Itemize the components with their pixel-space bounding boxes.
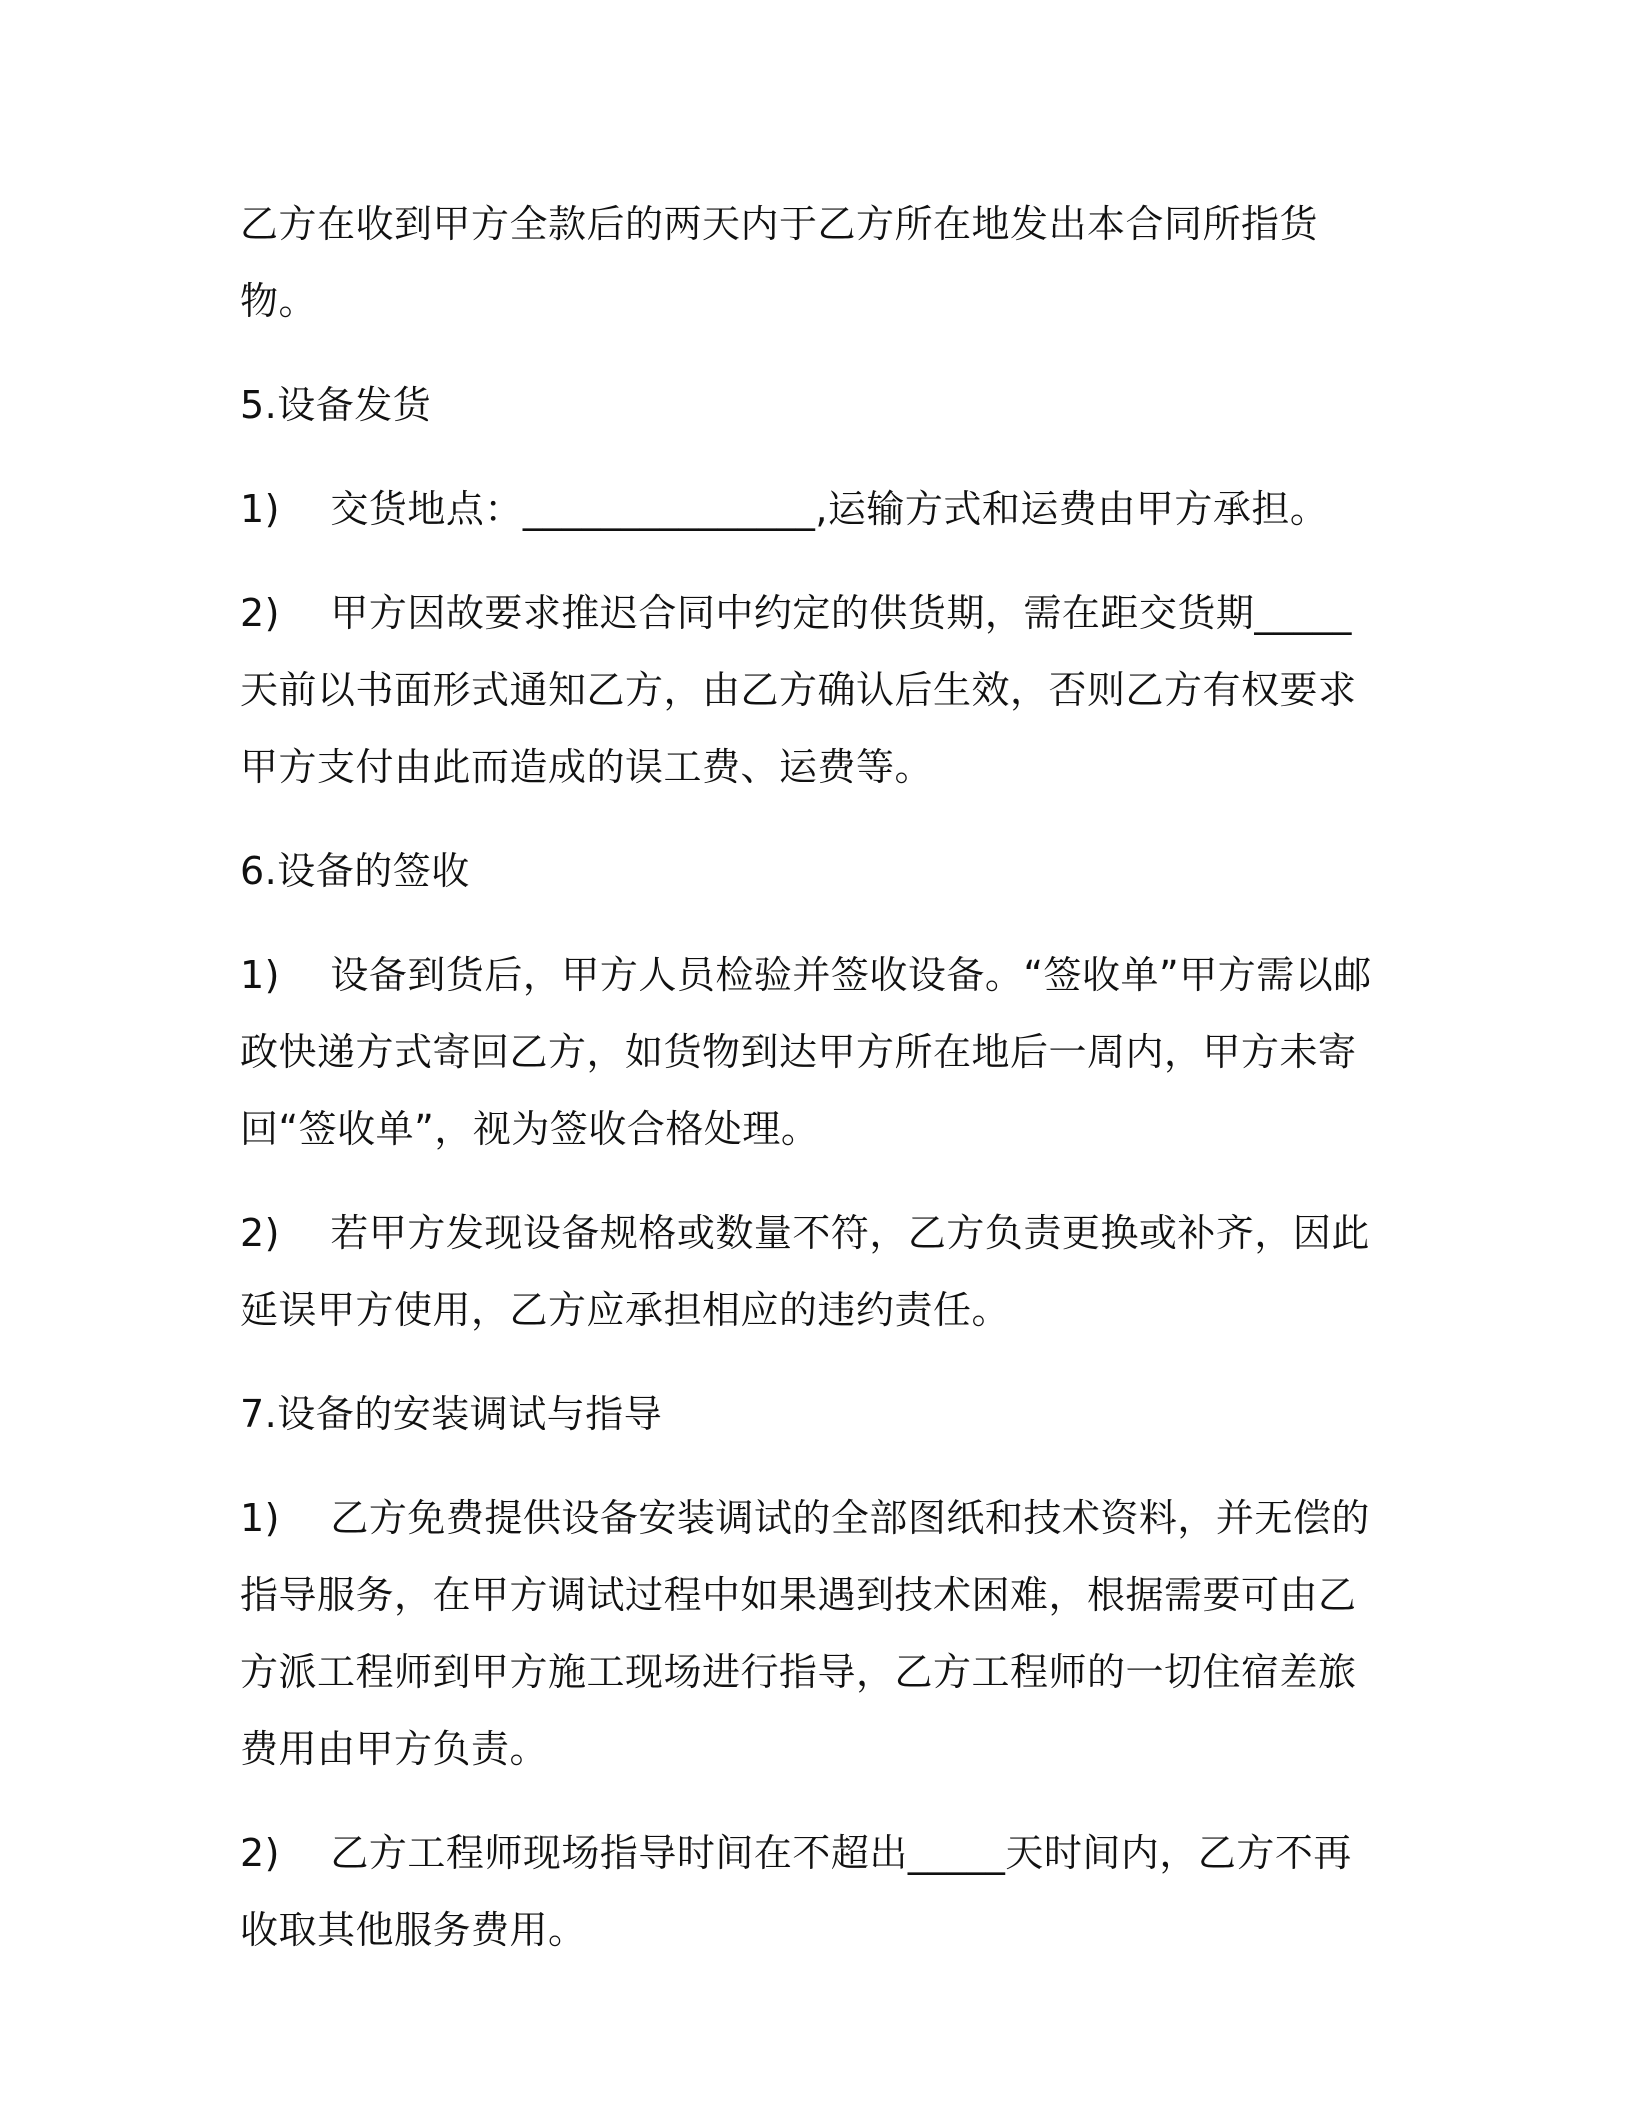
item-text: 设备到货后，甲方人员检验并签收设备。“签收单”甲方需以邮政快递方式寄回乙方，如货物到达甲方所在地后一周内，甲方未寄回“签收单”，视为签收合格处理。: [240, 953, 1372, 1151]
item-text: 乙方工程师现场指导时间在不超出_____天时间内，乙方不再收取其他服务费用。: [240, 1831, 1352, 1952]
section-5-heading: 5.设备发货: [240, 383, 432, 427]
item-text: 甲方因故要求推迟合同中约定的供货期，需在距交货期_____天前以书面形式通知乙方，由乙方确认后生效，否则乙方有权要求甲方支付由此而造成的误工费、运费等。: [240, 591, 1357, 789]
item-number: 1): [240, 487, 281, 531]
item-number: 1): [240, 1496, 281, 1540]
item-text: 若甲方发现设备规格或数量不符，乙方负责更换或补齐，因此延误甲方使用，乙方应承担相应的违约责任。: [240, 1211, 1370, 1332]
document-body: [240, 186, 1390, 1996]
item-text: 乙方免费提供设备安装调试的全部图纸和技术资料，并无偿的指导服务，在甲方调试过程中如果遇到技术困难，根据需要可由乙方派工程师到甲方施工现场进行指导，乙方工程师的一切住宿差旅费用由甲方负责。: [240, 1496, 1370, 1771]
item-text: 交货地点：_______________,运输方式和运费由甲方承担。: [330, 487, 1329, 531]
intro-paragraph: 乙方在收到甲方全款后的两天内于乙方所在地发出本合同所指货物。: [240, 202, 1319, 323]
section-7-item-1: [240, 1480, 1390, 1788]
item-number: 2): [240, 1211, 281, 1255]
item-number: 1): [240, 953, 281, 997]
item-number: 2): [240, 591, 281, 635]
section-5-item-1: [240, 471, 1390, 548]
section-6-heading: 6.设备的签收: [240, 849, 470, 893]
section-7-heading: 7.设备的安装调试与指导: [240, 1392, 663, 1436]
section-6-item-2: [240, 1195, 1390, 1349]
section-6-item-1: [240, 937, 1390, 1168]
item-number: 2): [240, 1831, 281, 1875]
section-5-item-2: [240, 575, 1390, 806]
section-7-item-2: [240, 1815, 1390, 1969]
